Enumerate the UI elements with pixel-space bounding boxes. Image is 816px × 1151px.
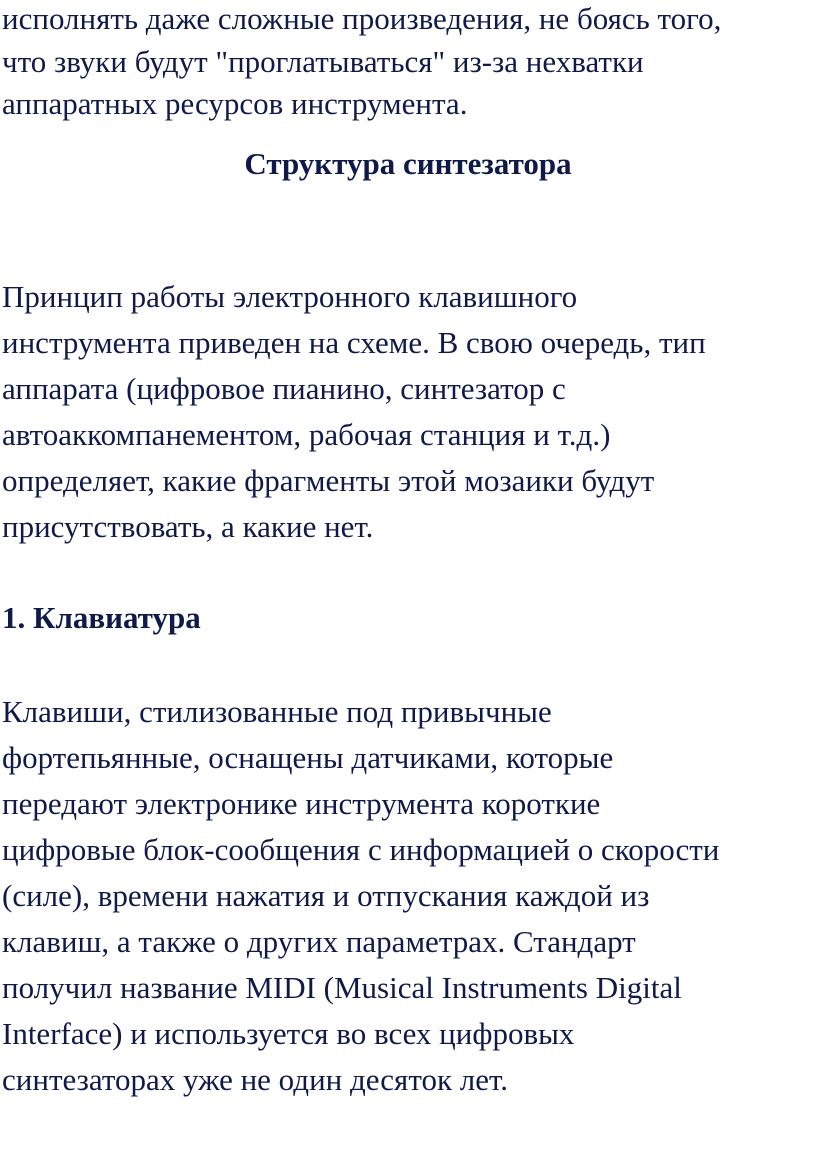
principle-line: Принцип работы электронного клавишного — [2, 279, 578, 314]
principle-line: инструмента приведен на схеме. В свою очередь, тип — [2, 325, 706, 360]
keyboard-line: Клавиши, стилизованные под привычные — [2, 694, 552, 729]
keyboard-line: цифровые блок-сообщения с информацией о скорости — [2, 832, 720, 867]
keyboard-line: Interface) и используется во всех цифровых — [2, 1016, 575, 1051]
keyboard-line: фортепьянные, оснащены датчиками, которые — [2, 740, 614, 775]
keyboard-line: клавиш, а также о других параметрах. Стандарт — [2, 924, 636, 959]
principle-line: аппарата (цифровое пианино, синтезатор с — [2, 371, 566, 406]
keyboard-line: получил название MIDI (Musical Instruments Digital — [2, 970, 682, 1005]
keyboard-line: передают электронике инструмента короткие — [2, 786, 601, 821]
principle-line: определяет, какие фрагменты этой мозаики будут — [2, 463, 655, 498]
intro-line: аппаратных ресурсов инструмента. — [2, 86, 468, 121]
keyboard-line: (силе), времени нажатия и отпускания каждой из — [2, 878, 650, 913]
intro-line: исполнять даже сложные произведения, не боясь того, — [2, 1, 722, 36]
principle-line: автоаккомпанементом, рабочая станция и т.д.) — [2, 417, 611, 452]
section-title: Структура синтезатора — [244, 146, 572, 181]
principle-line: присутствовать, а какие нет. — [2, 509, 374, 544]
intro-line: что звуки будут "проглатываться" из-за нехватки — [2, 44, 644, 79]
subsection-title: 1. Клавиатура — [2, 600, 201, 635]
keyboard-line: синтезаторах уже не один десяток лет. — [2, 1062, 508, 1097]
